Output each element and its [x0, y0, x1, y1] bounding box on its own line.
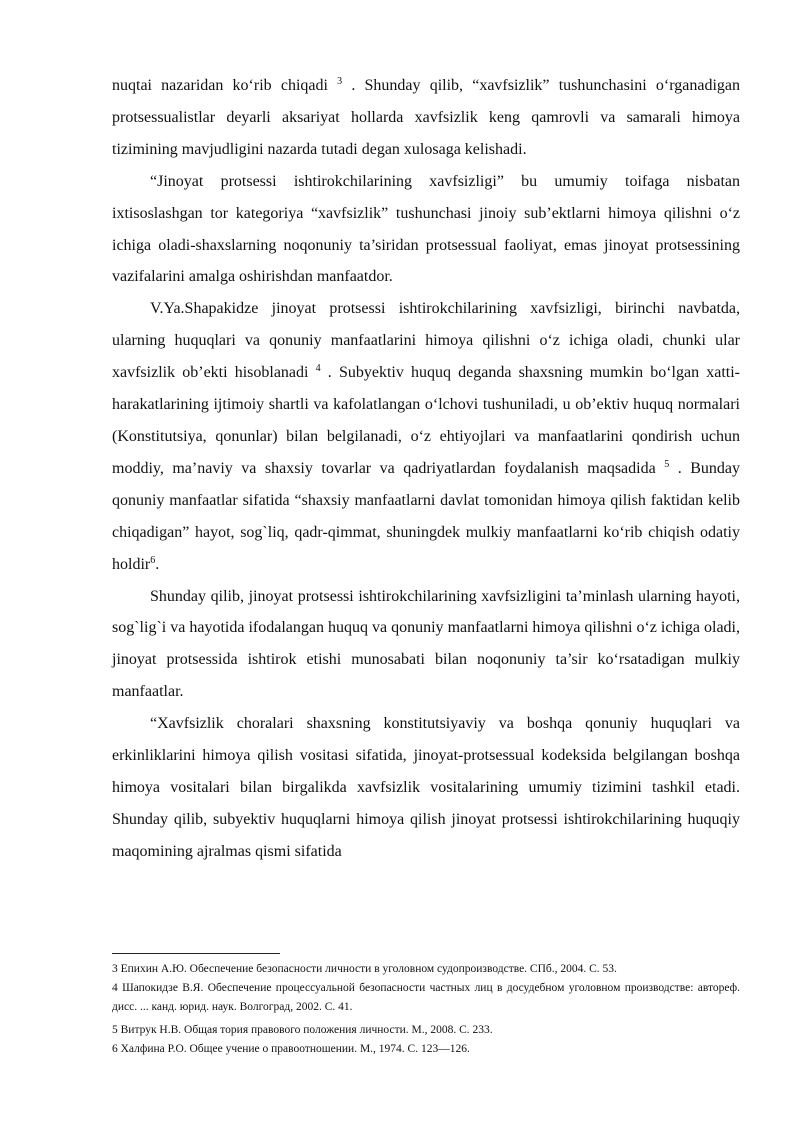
body-text: [112, 70, 740, 868]
text-run: .: [155, 555, 160, 573]
footnote-ref-5[interactable]: 5: [664, 458, 670, 470]
footnote-separator: [112, 953, 280, 954]
footnote-ref-4[interactable]: 4: [315, 363, 321, 375]
text-run: . Shunday qilib, “xavfsizlik” tushunchasini o‘rganadigan protsessualistlar deyarli aksariyat hollarda xavfsizlik keng qamrovli va samarali himoya tizimining mavjudligini nazarda tutadi degan xulosaga kelishadi.: [112, 77, 740, 158]
footnote-ref-3[interactable]: 3: [337, 76, 343, 87]
footnote-3: 3 Епихин А.Ю. Обеспечение безопасности личности в уголовном судопроизводстве. СПб., 2004. С. 53.: [112, 963, 617, 975]
text-run: “Xavfsizlik choralari shaxsning konstitutsiyaviy va boshqa qonuniy huquqlari va erkinliklarini himoya qilish vositasi sifatida, jinoyat-protsessual kodeksida belgilangan boshqa himoya vositalari bilan birgalikda xavfsizlik vositalarining umumiy tizimini tashkil etadi. Shunday qilib, subyektiv huquqlarni himoya qilish jinoyat protsessi ishtirokchilarining huquqiy maqomining ajralmas qismi sifatida: [112, 715, 740, 860]
text-run: nuqtai nazaridan ko‘rib chiqadi: [112, 77, 338, 94]
text-run: “Jinoyat protsessi ishtirokchilarining xavfsizligi” bu umumiy toifaga nisbatan ixtisoslashgan tor kategoriya “xavfsizlik” tushunchasi jinoiy sub’ektlarni himoya qilishni o‘z ichiga oladi-shaxslarning noqonuniy ta’siridan protsessual faoliyat, emas jinoyat protsessining vazifalarini amalga oshirishdan manfaatdor.: [112, 172, 740, 286]
text-run: . Bunday qonuniy manfaatlar sifatida “shaxsiy manfaatlarni davlat tomonidan himoya qilish faktidan kelib chiqadigan” hayot, sog`liq, qadr-qimmat, shuningdek mulkiy manfaatlarni ko‘rib chiqish odatiy holdir: [112, 459, 740, 573]
text-run: . Subyektiv huquq deganda shaxsning mumkin bo‘lgan xatti-harakatlarining ijtimoiy shartli va kafolatlangan o‘lchovi tushuniladi, u ob’ektiv huquq normalari (Konstitutsiya, qonunlar) bilan belgilanadi, o‘z ehtiyojlari va manfaatlarini qondirish uchun moddiy, ma’naviy va shaxsiy tovarlar va qadriyatlardan foydalanish maqsadida: [112, 364, 741, 477]
footnote-5: 5 Витрук Н.В. Общая тория правового положения личности. М., 2008. С. 233.: [112, 1024, 493, 1036]
paragraph-1: [112, 70, 740, 166]
footnote-6: 6 Халфина Р.О. Общее учение о правоотношении. М., 1974. С. 123—126.: [112, 1043, 470, 1055]
paragraph-5: [112, 708, 740, 868]
footnote-ref-6[interactable]: 6: [150, 554, 156, 566]
footnote-4: 4 Шапокидзе В.Я. Обеспечение процессуальной безопасности частных лиц в досудебном уголовном производстве: автореф. дисс. ... канд. юрид. наук. Волгоград, 2002. С. 41.: [112, 982, 740, 1013]
footnotes: [112, 960, 740, 1059]
paragraph-4: [112, 581, 740, 709]
paragraph-2: [112, 166, 740, 294]
text-run: V.Ya.Shapakidze jinoyat protsessi ishtirokchilarining xavfsizligi, birinchi navbatda, ularning huquqlari va qonuniy manfaatlarini himoya qilishni o‘z ichiga oladi, chunki ular xavfsizlik ob’ekti hisoblanadi: [112, 300, 740, 382]
text-run: Shunday qilib, jinoyat protsessi ishtirokchilarining xavfsizligini ta’minlash ularning hayoti, sog`lig`i va hayotida ifodalangan huquq va qonuniy manfaatlarni himoya qilishni o‘z ichiga oladi, jinoyat protsessida ishtirok etishi munosabati bilan noqonuniy ta’sir ko‘rsatadigan mulkiy manfaatlar.: [112, 587, 740, 701]
paragraph-3: [112, 293, 740, 580]
